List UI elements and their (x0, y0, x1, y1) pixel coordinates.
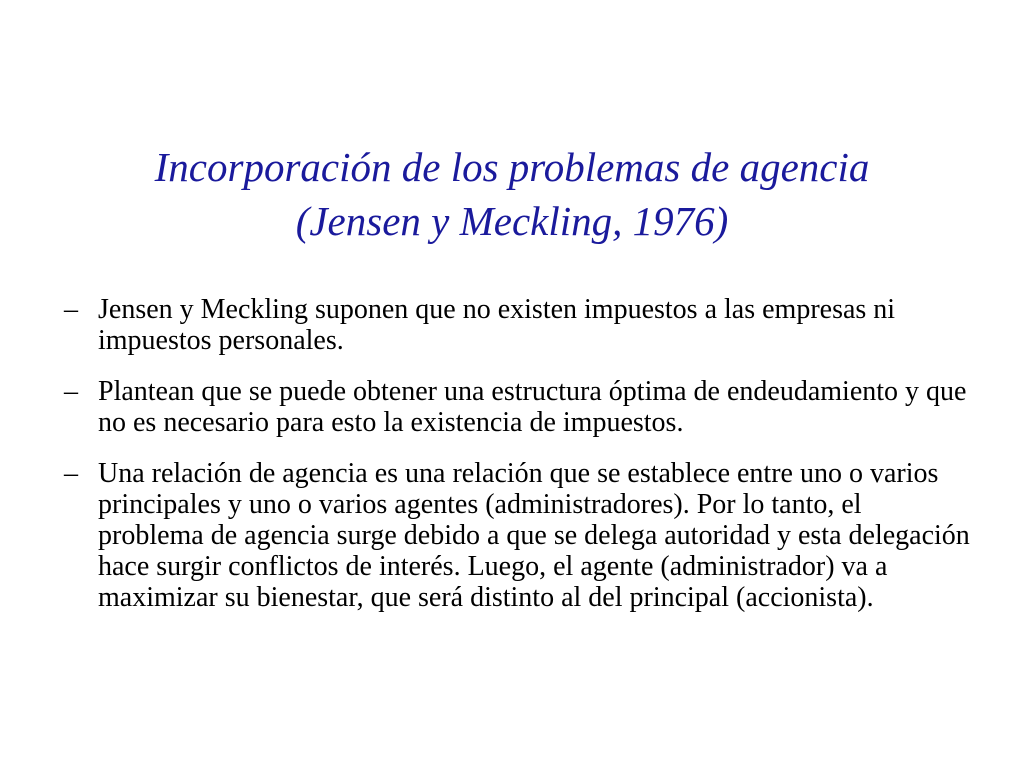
bullet-dash: – (64, 458, 78, 489)
title-line-2: (Jensen y Meckling, 1976) (295, 198, 729, 244)
bullet-text: Jensen y Meckling suponen que no existen impuestos a las empresas ni impuestos personales. (98, 294, 896, 356)
bullet-item-2 (62, 376, 972, 438)
bullet-list (62, 294, 972, 633)
bullet-text: Plantean que se puede obtener una estructura óptima de endeudamiento y que no es necesario para esto la existencia de impuestos. (98, 376, 967, 438)
bullet-item-3 (62, 458, 972, 613)
slide-title (40, 140, 984, 248)
bullet-text: Una relación de agencia es una relación que se establece entre uno o varios principales y uno o varios agentes (administradores). Por lo tanto, el problema de agencia surge debido a que se delega autoridad y esta delegación hace surgir conflictos de interés. Luego, el agente (administrador) va a maximizar su bienestar, que será distinto al del principal (accionista). (98, 458, 970, 613)
title-line-1: Incorporación de los problemas de agencia (154, 144, 870, 190)
bullet-item-1 (62, 294, 972, 356)
bullet-dash: – (64, 376, 78, 407)
bullet-dash: – (64, 294, 78, 325)
